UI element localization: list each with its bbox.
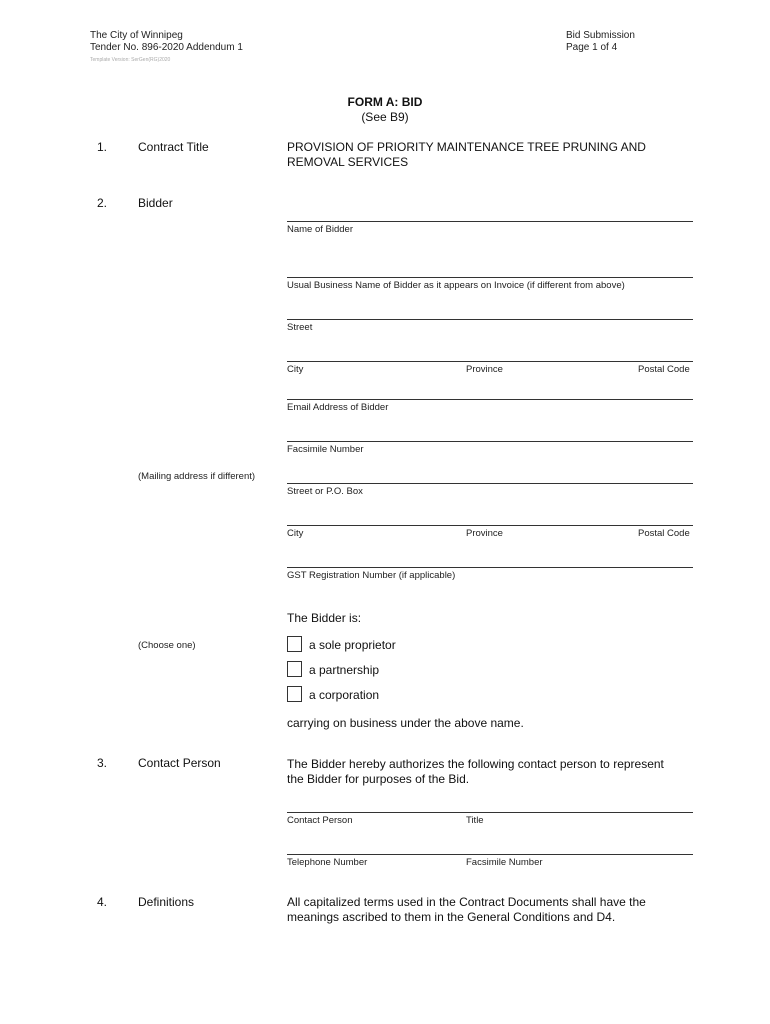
city-name: The City of Winnipeg	[90, 30, 183, 41]
facsimile-line[interactable]	[287, 441, 693, 442]
contract-title-line2: REMOVAL SERVICES	[287, 155, 409, 169]
facsimile-label: Facsimile Number	[287, 444, 364, 455]
definitions-text-line1: All capitalized terms used in the Contract Documents shall have the	[287, 895, 646, 909]
street-line[interactable]	[287, 319, 693, 320]
section-1-number: 1.	[97, 140, 108, 154]
section-3-label: Contact Person	[138, 756, 221, 770]
postal-code-label: Postal Code	[638, 364, 690, 375]
contact-person-label: Contact Person	[287, 815, 353, 826]
section-4-label: Definitions	[138, 895, 195, 909]
form-title: FORM A: BID	[347, 95, 423, 109]
name-of-bidder-label: Name of Bidder	[287, 224, 354, 235]
contact-person-line[interactable]	[287, 812, 693, 813]
email-label: Email Address of Bidder	[287, 402, 389, 413]
mailing-city-label: City	[287, 528, 304, 539]
contract-title-line1: PROVISION OF PRIORITY MAINTENANCE TREE PRUNING AND	[287, 140, 646, 154]
partnership-label: a partnership	[309, 663, 380, 677]
partnership-checkbox[interactable]	[287, 661, 302, 677]
mailing-postal-label: Postal Code	[638, 528, 690, 539]
section-3-number: 3.	[97, 756, 108, 770]
section-2-label: Bidder	[138, 196, 173, 210]
telephone-line[interactable]	[287, 854, 693, 855]
street-label: Street	[287, 322, 313, 333]
sole-proprietor-checkbox[interactable]	[287, 636, 302, 652]
sole-proprietor-label: a sole proprietor	[309, 638, 396, 652]
page-number: Page 1 of 4	[566, 42, 618, 53]
city-province-postal-line[interactable]	[287, 361, 693, 362]
section-4-number: 4.	[97, 895, 108, 909]
section-1-label: Contract Title	[138, 140, 209, 154]
po-box-label: Street or P.O. Box	[287, 486, 363, 497]
usual-name-line[interactable]	[287, 277, 693, 278]
contact-fax-label: Facsimile Number	[466, 857, 543, 868]
name-of-bidder-line[interactable]	[287, 221, 693, 222]
tender-number: Tender No. 896-2020 Addendum 1	[90, 42, 243, 53]
corporation-checkbox[interactable]	[287, 686, 302, 702]
bid-submission-label: Bid Submission	[566, 30, 635, 41]
province-label: Province	[466, 364, 503, 375]
po-box-line[interactable]	[287, 483, 693, 484]
definitions-text-line2: meanings ascribed to them in the General Conditions and D4.	[287, 910, 616, 924]
choose-one-note: (Choose one)	[138, 640, 196, 651]
mailing-province-label: Province	[466, 528, 503, 539]
mailing-address-note: (Mailing address if different)	[138, 471, 256, 482]
contact-text-line1: The Bidder hereby authorizes the following contact person to represent	[287, 757, 664, 771]
gst-label: GST Registration Number (if applicable)	[287, 570, 456, 581]
contact-title-label: Title	[466, 815, 484, 826]
carrying-on-business-text: carrying on business under the above name.	[287, 716, 524, 730]
contact-text-line2: the Bidder for purposes of the Bid.	[287, 772, 470, 786]
corporation-label: a corporation	[309, 688, 380, 702]
gst-line[interactable]	[287, 567, 693, 568]
usual-name-label: Usual Business Name of Bidder as it appears on Invoice (if different from above)	[287, 280, 625, 291]
bidder-is-label: The Bidder is:	[287, 611, 362, 625]
section-2-number: 2.	[97, 196, 108, 210]
telephone-label: Telephone Number	[287, 857, 368, 868]
mailing-city-line[interactable]	[287, 525, 693, 526]
form-subtitle: (See B9)	[361, 110, 409, 124]
city-label: City	[287, 364, 304, 375]
email-line[interactable]	[287, 399, 693, 400]
template-version: Template Version: SerGen(RG)2020	[90, 57, 171, 63]
